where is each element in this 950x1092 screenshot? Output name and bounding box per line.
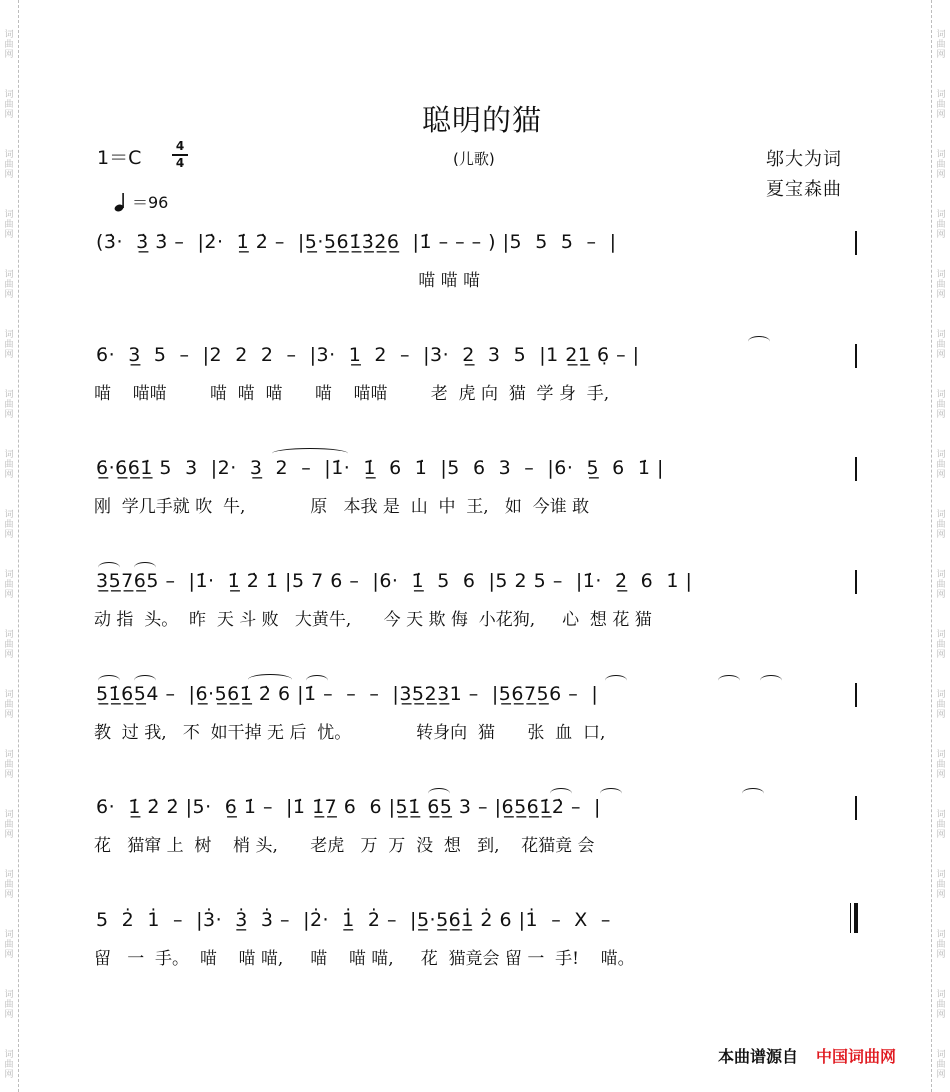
watermark-mark: 词 曲 网 [4, 930, 14, 960]
watermark-mark: 词 曲 网 [936, 750, 946, 780]
composer-credit: 夏宝森曲 [766, 179, 842, 200]
key-signature: 1＝C [97, 147, 142, 169]
slur-mark [428, 788, 450, 799]
watermark-mark: 词 曲 网 [936, 510, 946, 540]
final-barline [850, 903, 851, 933]
notation-line: 3̲5̲7̲6̲5 – |1̇· 1̲̇ 2̇ 1̇ |5 7 6 – |6· 1̲̇ 5 6 |5 2 5 – |1̇· 2̲̇ 6 1̇ | [96, 570, 693, 592]
slur-mark [550, 788, 572, 799]
slur-mark [718, 675, 740, 686]
watermark-mark: 词 曲 网 [936, 870, 946, 900]
time-signature-top: 4 [175, 139, 185, 153]
watermark-mark: 词 曲 网 [936, 270, 946, 300]
watermark-mark: 词 曲 网 [936, 90, 946, 120]
watermark-mark: 词 曲 网 [4, 1050, 14, 1080]
source-site-link[interactable]: 中国词曲网 [816, 1047, 897, 1066]
lyricist-credit: 邬大为词 [766, 149, 842, 170]
watermark-mark: 词 曲 网 [4, 510, 14, 540]
slur-mark [98, 675, 120, 686]
right-watermark-strip [931, 0, 950, 1092]
watermark-mark: 词 曲 网 [936, 990, 946, 1020]
watermark-mark: 词 曲 网 [4, 210, 14, 240]
watermark-mark: 词 曲 网 [936, 930, 946, 960]
slur-mark [306, 675, 328, 686]
lyric-line: 动 指 头。 昨 天 斗 败 大黄牛, 今 天 欺 侮 小花狗, 心 想 花 猫 [94, 610, 652, 630]
watermark-mark: 词 曲 网 [4, 690, 14, 720]
watermark-mark: 词 曲 网 [936, 210, 946, 240]
watermark-mark: 词 曲 网 [936, 150, 946, 180]
watermark-mark: 词 曲 网 [4, 390, 14, 420]
quarter-note-icon [114, 192, 126, 216]
final-barline-thick [854, 903, 858, 933]
watermark-mark: 词 曲 网 [4, 90, 14, 120]
left-watermark-strip [0, 0, 19, 1092]
watermark-mark: 词 曲 网 [4, 450, 14, 480]
notation-line: 6· 1̲̇ 2̇ 2̇ |5· 6̲ 1̇ – |1̇ 1̲̇7̲ 6 6 |5̲1̲̇ 6̲5̲ 3 – |6̲5̲6̲1̲̇2̇ – | [96, 796, 601, 818]
lyric-line: 留 一 手。 喵 喵 喵, 喵 喵 喵, 花 猫竟会 留 一 手! 喵。 [94, 949, 635, 969]
slur-mark [134, 675, 156, 686]
tempo-marking [114, 190, 168, 216]
lyric-line: 教 过 我, 不 如干掉 无 后 忧。 转身向 猫 张 血 口, [94, 723, 606, 743]
watermark-mark: 词 曲 网 [4, 750, 14, 780]
watermark-mark: 词 曲 网 [4, 30, 14, 60]
slur-mark [134, 562, 156, 573]
watermark-mark: 词 曲 网 [4, 870, 14, 900]
watermark-mark: 词 曲 网 [936, 690, 946, 720]
watermark-mark: 词 曲 网 [4, 990, 14, 1020]
slur-mark [600, 788, 622, 799]
lyric-line: 喵 喵 喵 [94, 271, 481, 291]
tempo-value: ＝96 [132, 193, 169, 212]
slur-mark [742, 788, 764, 799]
watermark-mark: 词 曲 网 [936, 390, 946, 420]
lyric-line: 刚 学几手就 吹 牛, 原 本我 是 山 中 王, 如 今谁 敢 [94, 497, 590, 517]
lyric-line: 喵 喵喵 喵 喵 喵 喵 喵喵 老 虎 向 猫 学 身 手, [94, 384, 610, 404]
watermark-mark: 词 曲 网 [4, 330, 14, 360]
slur-mark [605, 675, 627, 686]
watermark-mark: 词 曲 网 [4, 630, 14, 660]
song-title: 聪明的猫 [421, 103, 542, 137]
watermark-mark: 词 曲 网 [4, 570, 14, 600]
watermark-mark: 词 曲 网 [936, 30, 946, 60]
watermark-mark: 词 曲 网 [4, 810, 14, 840]
watermark-mark: 词 曲 网 [936, 1050, 946, 1080]
watermark-mark: 词 曲 网 [936, 450, 946, 480]
notation-line: 6̲·6̲6̲1̲̇ 5 3 |2· 3̲ 2 – |1̇· 1̲̇ 6 1̇ |5 6 3 – |6· 5̲ 6 1̇ | [96, 457, 664, 479]
time-signature-bottom: 4 [175, 156, 185, 170]
source-label: 本曲谱源自 [718, 1047, 799, 1066]
notation-line: 5 2̇ 1̇ – |3̇· 3̲̇ 3̇ – |2̇· 1̲̇ 2̇ – |5̲·5̲6̲1̲̇ 2̇ 6 |1̇ – X – [96, 909, 618, 931]
tie-mark [272, 448, 348, 459]
watermark-mark: 词 曲 网 [936, 810, 946, 840]
slur-mark [248, 674, 292, 685]
source-credit [718, 1044, 896, 1067]
slur-mark [98, 562, 120, 573]
watermark-mark: 词 曲 网 [936, 630, 946, 660]
notation-line: (3̇· 3̲̇ 3̇ – |2̇· 1̲̇ 2̇ – |5̲·5̲̲6̲1̲̇3̲̇2̲̇6̲ |1̇ – – – ) |5 5 5 – | [96, 231, 617, 253]
watermark-mark: 词 曲 网 [4, 150, 14, 180]
slur-mark [748, 336, 770, 347]
lyric-line: 花 猫窜 上 树 梢 头, 老虎 万 万 没 想 到, 花猫竟 会 [94, 836, 595, 856]
time-signature [172, 140, 188, 170]
notation-line: 6· 3̲ 5 – |2 2 2 – |3· 1̲ 2 – |3· 2̲ 3 5 |1 2̲1̲ 6̣ – | [96, 344, 640, 366]
genre-label: (儿歌) [453, 150, 495, 168]
watermark-mark: 词 曲 网 [936, 330, 946, 360]
watermark-mark: 词 曲 网 [936, 570, 946, 600]
notation-line: 5̲1̲̇6̲5̲4 – |6̲·5̲6̲1̲̇ 2̇ 6 |1̇ – – – |3̲5̲2̲3̲1 – |5̲6̲7̲5̲6 – | [96, 683, 599, 705]
watermark-mark: 词 曲 网 [4, 270, 14, 300]
slur-mark [760, 675, 782, 686]
